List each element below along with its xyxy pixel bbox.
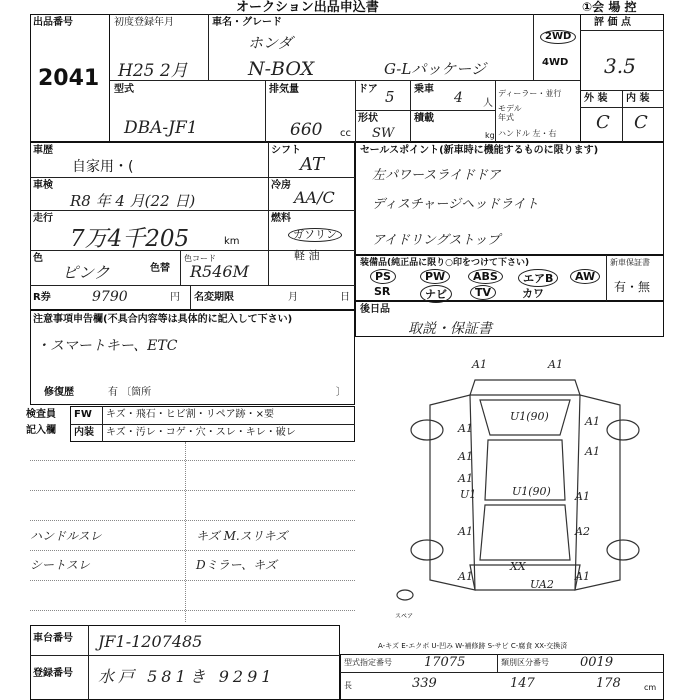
dims-unit: cm	[644, 683, 657, 692]
vin-value: JF1-1207485	[98, 632, 203, 651]
plate-label: 登録番号	[33, 668, 73, 679]
inspection-value: R8 年 4 月(22 日)	[70, 192, 196, 210]
usage-label: 車歴	[33, 145, 53, 156]
model-code-value: DBA-JF1	[124, 118, 198, 138]
equip-tv: TV	[470, 285, 496, 300]
dmg-label-5: A1	[458, 422, 473, 435]
dmg-label-15: XX	[510, 560, 526, 573]
interior-check-label: 内装	[74, 427, 94, 438]
spec-value-2: 0019	[580, 655, 614, 670]
dmg-label-14: A1	[575, 490, 590, 503]
equipment-title: 装備品(純正品に限り○印をつけて下さい)	[360, 258, 530, 268]
repair-close: 〕	[336, 387, 346, 398]
displacement-label: 排気量	[269, 84, 299, 95]
repair-label: 修復歴	[44, 387, 74, 398]
exterior-grade: C	[596, 112, 610, 133]
mileage-unit: km	[224, 236, 240, 247]
model-value: N-BOX	[248, 58, 315, 80]
color-code-value: R546M	[190, 262, 249, 281]
dmg-label-7: A1	[458, 450, 473, 463]
shape-value: SW	[372, 126, 395, 141]
dmg-label-4: A1	[585, 415, 600, 428]
rating-label: 評 価 点	[594, 17, 631, 28]
sales-points-title: セールスポイント(新車時に機能するものに限ります)	[360, 145, 599, 156]
dealer-parallel: ディーラー・並行	[498, 89, 562, 98]
sales-point-2: ディスチャージヘッドライト	[372, 197, 539, 212]
repair-value: 有 〔箇所	[108, 387, 152, 398]
model-year-label: モデル年式	[498, 104, 522, 122]
fw-label: FW	[74, 409, 92, 420]
dmg-label-10: U1(90)	[512, 485, 551, 498]
lot-label: 出品番号	[33, 17, 73, 28]
model-code-label: 型式	[114, 84, 134, 95]
equip-abs: ABS	[468, 269, 503, 284]
color-label: 色	[33, 253, 43, 264]
capacity-label: 乗車	[414, 84, 434, 95]
capacity-value: 4	[454, 90, 463, 106]
interior-check-items: キズ・汚レ・コゲ・穴・スレ・キレ・破レ	[106, 427, 296, 438]
dmg-label-1: A1	[472, 358, 487, 371]
dmg-label-13: A1	[458, 570, 473, 583]
dmg-label-3: U1(90)	[510, 410, 549, 423]
registration-label: 初度登録年月	[114, 17, 174, 28]
drive-4wd: 4WD	[542, 57, 569, 68]
dmg-label-17: A1	[575, 570, 590, 583]
fuel-label: 燃料	[271, 213, 291, 224]
handle-side: ハンドル 左・右	[498, 129, 557, 138]
shape-label: 形状	[358, 113, 378, 124]
sales-point-3: アイドリングストップ	[372, 233, 501, 248]
shift-value: AT	[300, 154, 325, 175]
name-change-day: 日	[340, 292, 350, 303]
displacement-unit: cc	[340, 128, 351, 139]
usage-value: 自家用・(	[72, 159, 134, 175]
equip-sr: SR	[374, 285, 391, 298]
cargo-label: 積載	[414, 113, 434, 124]
equip-leather: カワ	[522, 287, 544, 300]
dims-length: 339	[412, 676, 437, 691]
rating-value: 3.5	[604, 54, 636, 78]
sales-point-1: 左パワースライドドア	[372, 168, 501, 183]
capacity-unit: 人	[483, 98, 493, 109]
shift-label: シフト	[271, 145, 301, 156]
recycle-unit: 円	[170, 292, 180, 303]
fw-items: キズ・飛石・ヒビ割・リペア跡・×要	[106, 409, 274, 420]
damage-legend: A-キズ E-エクボ U-凹み W-補修跡 S-サビ C-腐食 XX-交換済	[378, 642, 568, 650]
dmg-label-2: A1	[548, 358, 563, 371]
interior-label: 内 装	[626, 93, 650, 104]
maker-value: ホンダ	[248, 34, 293, 52]
name-change-month: 月	[288, 292, 298, 303]
dmg-label-16: UA2	[530, 578, 554, 591]
equip-airbag: エアB	[518, 269, 558, 287]
equip-ps: PS	[370, 269, 396, 284]
dims-label: 長	[344, 681, 352, 690]
after-items-frame	[355, 301, 664, 337]
doors-value: 5	[385, 88, 395, 106]
warranty-value: 有・無	[614, 280, 651, 294]
dmg-label-11: A1	[458, 525, 473, 538]
notes-value: ・スマートキー、ETC	[36, 338, 178, 354]
venue-copy-label: ①会 場 控	[582, 0, 637, 14]
name-change-label: 名変期限	[194, 292, 234, 303]
color-code-title: 色コード	[184, 254, 216, 263]
vin-label: 車台番号	[33, 633, 73, 644]
color-code-label: 色替	[150, 263, 170, 274]
car-name-label: 車名・グレード	[212, 17, 282, 28]
equip-pw: PW	[420, 269, 450, 284]
remark-left-2: シートスレ	[30, 558, 90, 572]
spec-label-1: 型式指定番号	[344, 658, 392, 667]
dmg-label-9: U1	[460, 488, 477, 501]
doors-label: ドア	[358, 84, 378, 95]
after-items-label: 後日品	[360, 304, 390, 315]
remark-right-1: キズ M.スリキズ	[196, 529, 288, 543]
form-title: オークション出品申込書	[236, 0, 379, 15]
fuel-diesel: 軽 油	[294, 249, 320, 262]
warranty-label: 新車保証書	[610, 258, 650, 267]
drive-2wd: 2WD	[540, 30, 576, 44]
equip-aw: AW	[570, 269, 600, 284]
equip-navi: ナビ	[420, 285, 452, 303]
spec-label-2: 類別区分番号	[501, 658, 549, 667]
spec-value-1: 17075	[424, 655, 466, 670]
mileage-label: 走行	[33, 213, 53, 224]
car-damage-diagram	[395, 350, 650, 630]
dims-width: 147	[510, 676, 535, 691]
recycle-value: 9790	[92, 289, 128, 305]
registration-value: H25 2月	[118, 61, 188, 81]
dmg-label-12: A2	[575, 525, 590, 538]
cooler-value: AA/C	[294, 188, 335, 207]
spare-label: スペア	[395, 613, 414, 620]
recycle-label: R券	[33, 292, 51, 303]
color-value: ピンク	[62, 263, 110, 282]
mileage-value: 7万4千205	[70, 226, 190, 252]
remark-left-1: ハンドルスレ	[30, 529, 102, 543]
inspection-label: 車検	[33, 180, 53, 191]
header-band	[0, 0, 700, 14]
plate-value: 水戸 581き 9291	[98, 667, 276, 686]
lot-number: 2041	[38, 66, 100, 91]
interior-grade: C	[634, 112, 648, 133]
cooler-label: 冷房	[271, 180, 291, 191]
exterior-label: 外 装	[584, 93, 608, 104]
dmg-label-8: A1	[458, 472, 473, 485]
cargo-unit: kg	[485, 131, 495, 140]
remark-right-2: Dミラー、キズ	[196, 558, 277, 572]
inspector-label-2: 記入欄	[26, 425, 56, 436]
dmg-label-6: A1	[585, 445, 600, 458]
fuel-gas: ガソリン	[288, 228, 342, 242]
dims-height: 178	[596, 676, 621, 691]
after-items-value: 取説・保証書	[408, 321, 492, 337]
notes-title: 注意事項申告欄(不具合内容等は具体的に記入して下さい)	[33, 314, 293, 325]
inspector-label-1: 検査員	[26, 409, 56, 420]
displacement-value: 660	[290, 120, 323, 140]
grade-value: G-Lパッケージ	[384, 60, 486, 78]
